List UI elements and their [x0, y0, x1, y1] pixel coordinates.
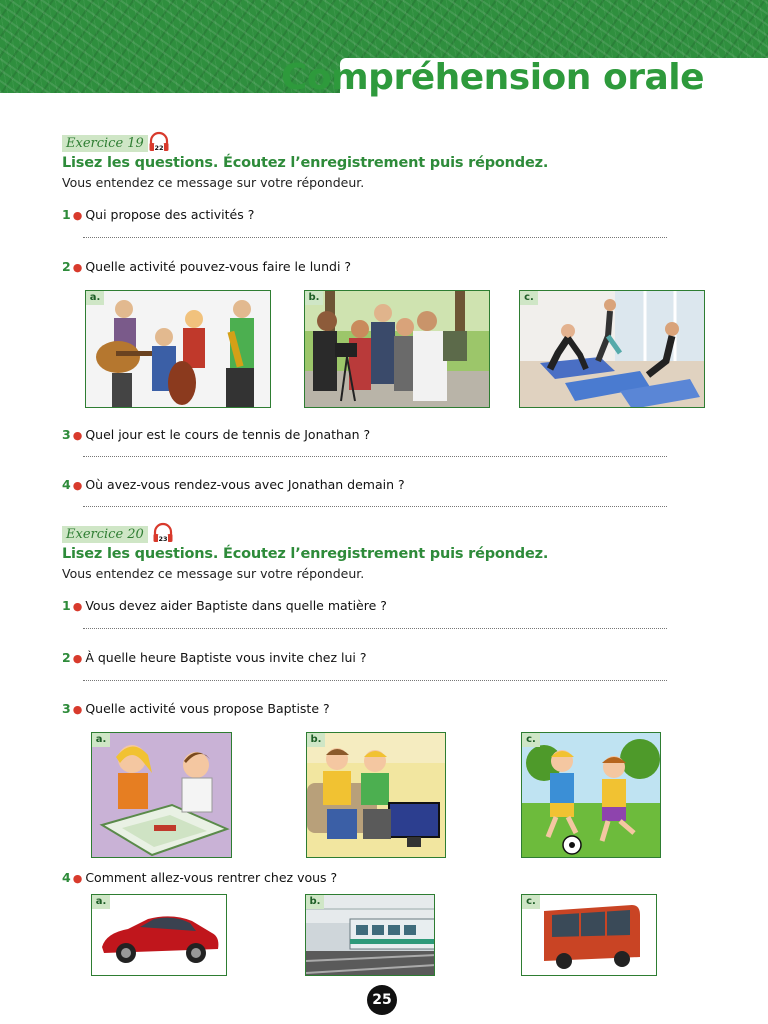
ex19-answer-line-3[interactable]	[83, 456, 667, 457]
ex19-question-2: 2 ● Quelle activité pouvez-vous faire le lundi ?	[62, 259, 352, 274]
audio-track-number: 23	[158, 535, 168, 543]
exercise-20-instruction: Lisez les questions. Écoutez l’enregistrement puis répondez.	[62, 546, 549, 562]
option-label: b.	[306, 895, 324, 909]
headphones-icon[interactable]	[148, 131, 170, 153]
ex20-question-3: 3 ● Quelle activité vous propose Baptiste ?	[62, 701, 330, 716]
headphones-icon[interactable]	[152, 522, 174, 544]
ex20-question-1: 1 ● Vous devez aider Baptiste dans quelle matière ?	[62, 598, 387, 613]
option-label: c.	[522, 733, 540, 747]
page-number: 25	[367, 985, 397, 1015]
ex19-question-4: 4 ● Où avez-vous rendez-vous avec Jonathan demain ?	[62, 477, 405, 492]
option-c-bus-photo[interactable]	[521, 894, 657, 976]
ex19-question-3: 3 ● Quel jour est le cours de tennis de Jonathan ?	[62, 427, 371, 442]
ex19-answer-line-1[interactable]	[83, 237, 667, 238]
exercise-19-instruction: Lisez les questions. Écoutez l’enregistrement puis répondez.	[62, 155, 549, 171]
page-title: Compréhension orale	[281, 57, 704, 98]
audio-track-number: 22	[154, 144, 164, 152]
option-b-video-games-drawing[interactable]	[306, 732, 446, 858]
option-label: a.	[92, 895, 110, 909]
option-label: a.	[86, 291, 104, 305]
exercise-19-subtext: Vous entendez ce message sur votre répondeur.	[62, 175, 365, 190]
exercise-20-subtext: Vous entendez ce message sur votre répondeur.	[62, 566, 365, 581]
option-label: b.	[305, 291, 323, 305]
option-b-filming-group-photo[interactable]	[304, 290, 490, 408]
option-a-music-band-photo[interactable]	[85, 290, 271, 408]
option-label: b.	[307, 733, 325, 747]
option-label: c.	[520, 291, 538, 305]
ex19-answer-line-4[interactable]	[83, 506, 667, 507]
option-label: a.	[92, 733, 110, 747]
option-c-soccer-drawing[interactable]	[521, 732, 661, 858]
option-a-car-photo[interactable]	[91, 894, 227, 976]
exercise-20-label: Exercice 20	[62, 526, 148, 543]
ex19-question-1: 1 ● Qui propose des activités ?	[62, 207, 255, 222]
ex20-question-4: 4 ● Comment allez-vous rentrer chez vous ?	[62, 870, 338, 885]
option-label: c.	[522, 895, 540, 909]
option-c-yoga-class-photo[interactable]	[519, 290, 705, 408]
ex20-question-2: 2 ● À quelle heure Baptiste vous invite chez lui ?	[62, 650, 367, 665]
ex20-answer-line-1[interactable]	[83, 628, 667, 629]
ex20-answer-line-2[interactable]	[83, 680, 667, 681]
option-a-board-game-drawing[interactable]	[91, 732, 232, 858]
option-b-metro-photo[interactable]	[305, 894, 435, 976]
exercise-19-label: Exercice 19	[62, 135, 148, 152]
